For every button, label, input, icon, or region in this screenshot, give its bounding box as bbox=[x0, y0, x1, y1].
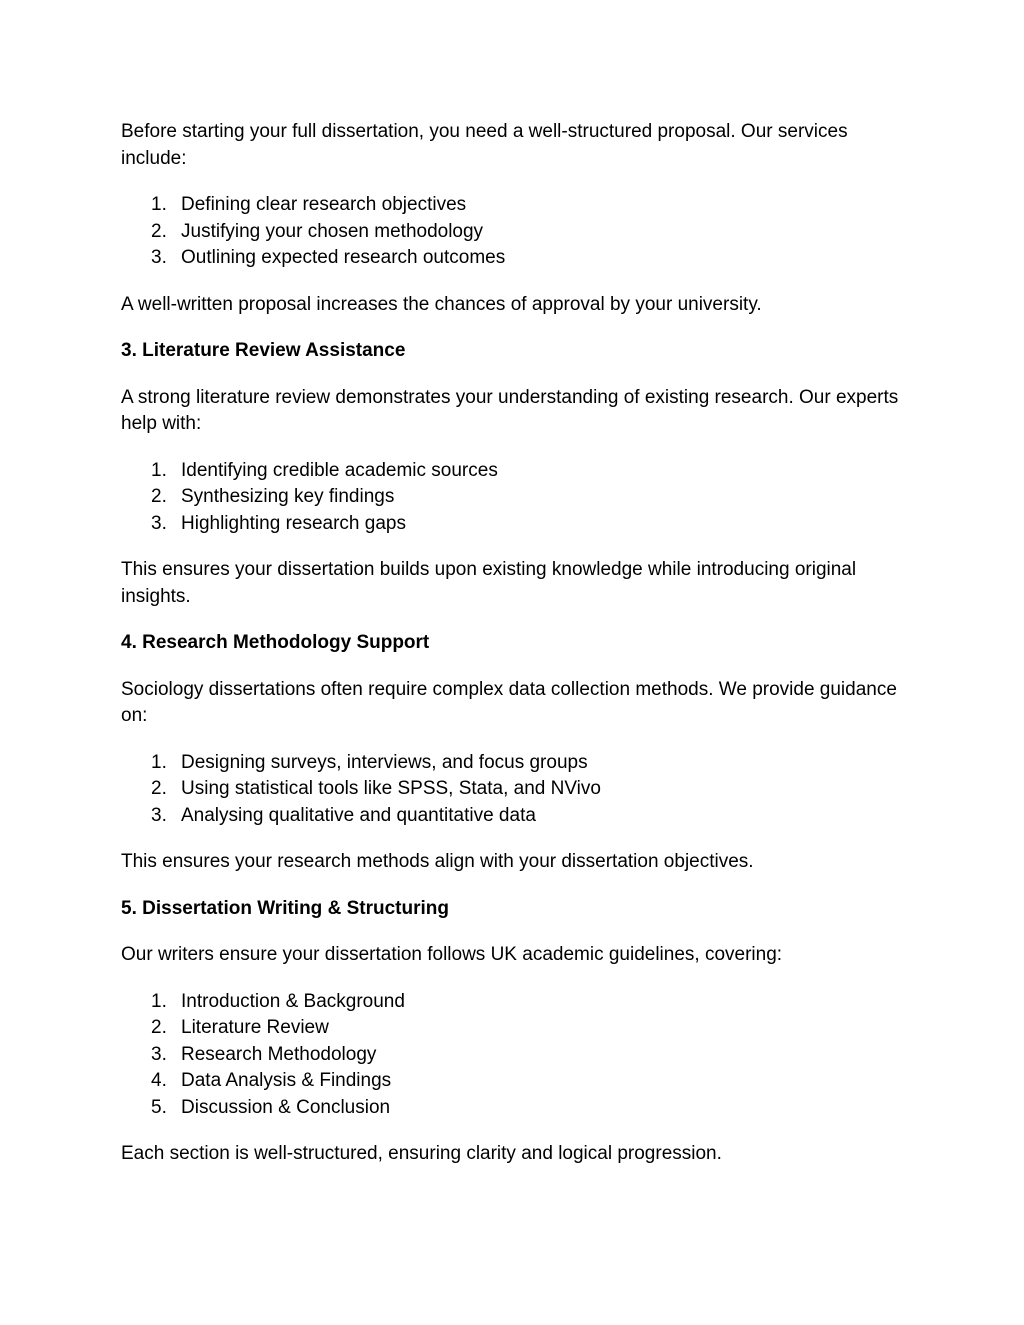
list-item: 1. Defining clear research objectives bbox=[151, 194, 467, 215]
section-outro: This ensures your research methods align with your dissertation objectives. bbox=[121, 851, 754, 872]
list-item: 3. Analysing qualitative and quantitative data bbox=[151, 804, 536, 826]
list-item: 1. Designing surveys, interviews, and focus groups bbox=[151, 751, 588, 773]
section-intro: Sociology dissertations often require complex data collection methods. We provide guidance on: bbox=[121, 678, 897, 726]
section-outro: Each section is well-structured, ensuring clarity and logical progression. bbox=[121, 1143, 722, 1164]
section-intro: Before starting your full dissertation, you need a well-structured proposal. Our services include: bbox=[121, 121, 848, 169]
list-item: 1. Identifying credible academic sources bbox=[151, 459, 498, 481]
list-item: 2. Literature Review bbox=[151, 1017, 329, 1038]
section-heading: 3. Literature Review Assistance bbox=[121, 340, 406, 361]
list-item: 2. Justifying your chosen methodology bbox=[151, 220, 484, 242]
numbered-list bbox=[121, 192, 911, 272]
document-page bbox=[121, 119, 911, 1188]
section-intro: Our writers ensure your dissertation follows UK academic guidelines, covering: bbox=[121, 944, 783, 965]
section-intro: A strong literature review demonstrates your understanding of existing research. Our experts help with: bbox=[121, 386, 899, 434]
list-item: 4. Data Analysis & Findings bbox=[151, 1070, 392, 1091]
numbered-list bbox=[121, 458, 911, 538]
numbered-list bbox=[121, 750, 911, 830]
numbered-list bbox=[121, 989, 911, 1122]
section-outro: This ensures your dissertation builds upon existing knowledge while introducing original insights. bbox=[121, 559, 857, 607]
section-heading: 5. Dissertation Writing & Structuring bbox=[121, 897, 449, 919]
list-item: 3. Highlighting research gaps bbox=[151, 512, 406, 534]
list-item: 2. Using statistical tools like SPSS, Stata, and NVivo bbox=[151, 778, 601, 799]
section-outro: A well-written proposal increases the chances of approval by your university. bbox=[121, 293, 762, 315]
list-item: 1. Introduction & Background bbox=[151, 990, 405, 1012]
list-item: 3. Outlining expected research outcomes bbox=[151, 247, 506, 268]
section-heading: 4. Research Methodology Support bbox=[121, 632, 430, 653]
list-item: 2. Synthesizing key findings bbox=[151, 486, 395, 507]
list-item: 5. Discussion & Conclusion bbox=[151, 1096, 391, 1118]
list-item: 3. Research Methodology bbox=[151, 1043, 377, 1065]
